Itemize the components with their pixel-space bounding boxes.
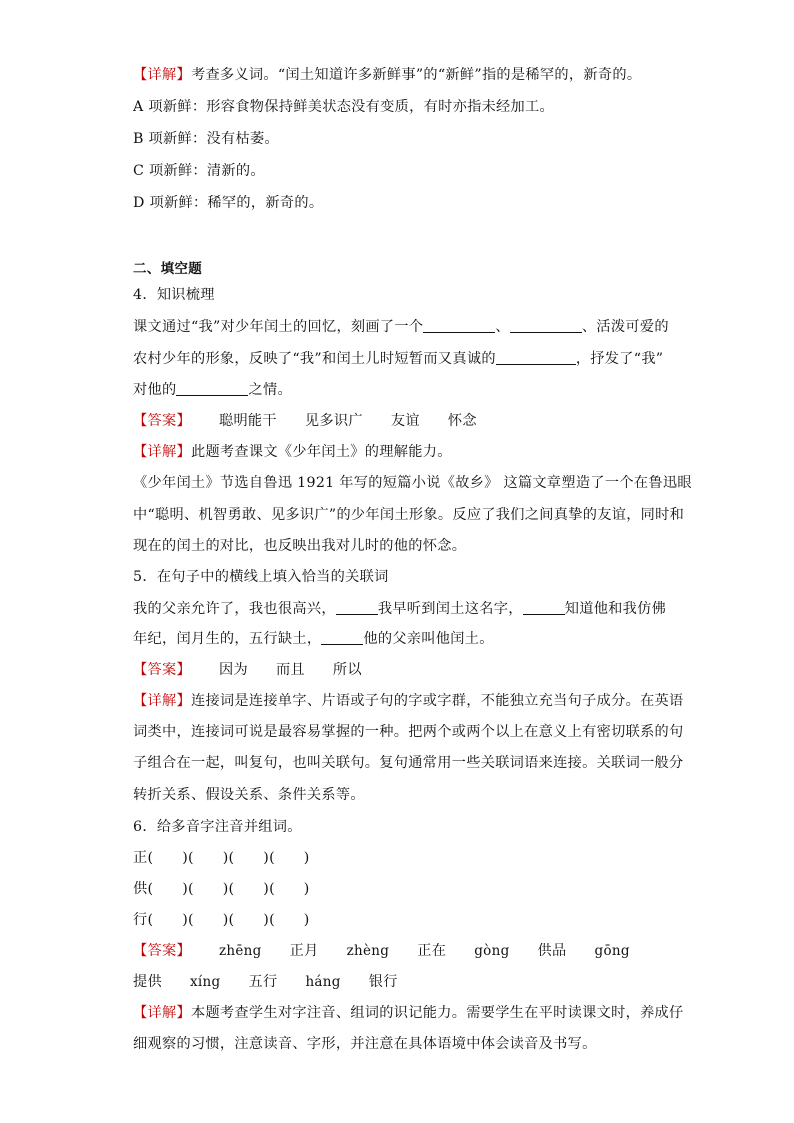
answer-item: 怀念 xyxy=(447,413,477,429)
fill-blank[interactable] xyxy=(176,381,248,396)
fill-blank[interactable] xyxy=(423,318,495,333)
q5-detail xyxy=(133,692,684,710)
fill-blank[interactable] xyxy=(321,630,363,645)
q6-char: 行 xyxy=(133,912,148,928)
detail-tag: 【详解】 xyxy=(133,693,191,709)
answer-item: 聪明能干 xyxy=(218,413,277,429)
answer-item: 所以 xyxy=(332,662,362,678)
answer-item: 友谊 xyxy=(390,413,420,429)
fill-blank[interactable] xyxy=(510,318,582,333)
fill-blank[interactable] xyxy=(523,600,565,615)
answer-item: 因为 xyxy=(218,662,248,678)
answer-tag: 【答案】 xyxy=(133,943,191,959)
q4-para-line: 现在的闰土的对比，也反映出我对儿时的他的怀念。 xyxy=(133,538,467,554)
answer-item: 银行 xyxy=(368,974,398,990)
answer-item: 供品 xyxy=(537,943,567,959)
detail-text: 此题考查课文《少年闰土》的理解能力。 xyxy=(190,444,452,460)
q6-char: 正 xyxy=(133,850,148,866)
q6-blanks[interactable]: ( )( )( )( ) xyxy=(147,912,310,928)
q6-detail-line: 细观察的习惯，注意读音、字形，并注意在具体语境中体会读音及书写。 xyxy=(133,1036,597,1052)
answer-item: gōng xyxy=(594,943,630,959)
detail-tag: 【详解】 xyxy=(133,1005,191,1021)
q6-answer-line1 xyxy=(133,942,630,960)
q5-line2 xyxy=(133,630,494,648)
q4-text: 农村少年的形象，反映了“我”和闰土儿时短暂而又真诚的 xyxy=(133,351,496,367)
q6-row xyxy=(133,849,310,867)
detail-tag: 【详解】 xyxy=(133,67,191,83)
q6-blanks[interactable]: ( )( )( )( ) xyxy=(147,881,310,897)
answer-item: 五行 xyxy=(248,974,278,990)
option-c: C 项新鲜：清新的。 xyxy=(133,163,265,179)
q4-answer xyxy=(133,412,477,430)
answer-item: gòng xyxy=(474,943,510,959)
q4-para-line: 中“聪明、机智勇敢、见多识广”的少年闰土形象。反应了我们之间真挚的友谊，同时和 xyxy=(133,507,685,523)
q4-detail xyxy=(133,443,452,461)
q4-text: 、活泼可爱的 xyxy=(581,319,669,335)
q4-title: 4．知识梳理 xyxy=(133,287,215,303)
q4-text: 之情。 xyxy=(248,382,292,398)
detail-text: 本题考查学生对字注音、组词的识记能力。需要学生在平时读课文时，养成仔 xyxy=(190,1005,684,1021)
answer-item: háng xyxy=(305,974,341,990)
q6-detail xyxy=(133,1004,684,1022)
detail-text: 连接词是连接单字、片语或子句的字或字群，不能独立充当句子成分。在英语 xyxy=(190,693,684,709)
q5-detail-line: 词类中，连接词可说是最容易掌握的一种。把两个或两个以上在意义上有密切联系的句 xyxy=(133,724,684,740)
q5-title: 5．在句子中的横线上填入恰当的关联词 xyxy=(133,569,389,585)
answer-item: 正在 xyxy=(417,943,447,959)
option-d: D 项新鲜：稀罕的，新奇的。 xyxy=(133,195,324,211)
q5-text: 他的父亲叫他闰土。 xyxy=(363,631,494,647)
option-b: B 项新鲜：没有枯萎。 xyxy=(133,131,279,147)
q4-para-line: 《少年闰土》节选自鲁迅 1921 年写的短篇小说《故乡》 这篇文章塑造了一个在鲁迅眼 xyxy=(133,475,692,491)
answer-item: zhēng xyxy=(218,943,262,959)
q6-answer-line2 xyxy=(133,973,398,991)
q4-line3 xyxy=(133,381,292,399)
detail-tag: 【详解】 xyxy=(133,444,191,460)
detail-text: 考查多义词。“闰土知道许多新鲜事”的“新鲜”指的是稀罕的，新奇的。 xyxy=(190,67,642,83)
q4-line2 xyxy=(133,350,663,368)
q4-text: 对他的 xyxy=(133,382,177,398)
q5-text: 我早听到闰土这名字， xyxy=(377,601,523,617)
q4-text: ，抒发了“我” xyxy=(575,351,664,367)
answer-item: 而且 xyxy=(275,662,305,678)
answer-tag: 【答案】 xyxy=(133,662,191,678)
q6-title: 6．给多音字注音并组词。 xyxy=(133,819,302,835)
q5-answer xyxy=(133,661,362,679)
q5-line1 xyxy=(133,600,666,618)
q4-line1 xyxy=(133,318,669,336)
detail-line xyxy=(133,66,641,84)
fill-blank[interactable] xyxy=(496,350,576,365)
q6-row xyxy=(133,880,310,898)
q6-row xyxy=(133,911,310,929)
q5-text: 知道他和我仿佛 xyxy=(564,601,667,617)
fill-blank[interactable] xyxy=(336,600,378,615)
section-heading: 二、填空题 xyxy=(133,261,202,277)
q6-blanks[interactable]: ( )( )( )( ) xyxy=(147,850,310,866)
answer-item: 提供 xyxy=(133,974,162,990)
answer-item: 见多识广 xyxy=(304,413,363,429)
q5-detail-line: 转折关系、假设关系、条件关系等。 xyxy=(133,787,365,803)
answer-item: 正月 xyxy=(289,943,319,959)
q6-char: 供 xyxy=(133,881,148,897)
answer-item: xíng xyxy=(189,974,221,990)
q5-text: 年纪，闰月生的，五行缺土， xyxy=(133,631,322,647)
answer-tag: 【答案】 xyxy=(133,413,191,429)
answer-item: zhèng xyxy=(346,943,390,959)
q4-text: 课文通过“我”对少年闰土的回忆，刻画了一个 xyxy=(133,319,424,335)
option-a: A 项新鲜：形容食物保持鲜美状态没有变质，有时亦指未经加工。 xyxy=(133,99,555,115)
q5-text: 我的父亲允许了，我也很高兴， xyxy=(133,601,336,617)
q5-detail-line: 子组合在一起，叫复句，也叫关联句。复句通常用一些关联词语来连接。关联词一般分 xyxy=(133,755,684,771)
q4-text: 、 xyxy=(495,319,510,335)
